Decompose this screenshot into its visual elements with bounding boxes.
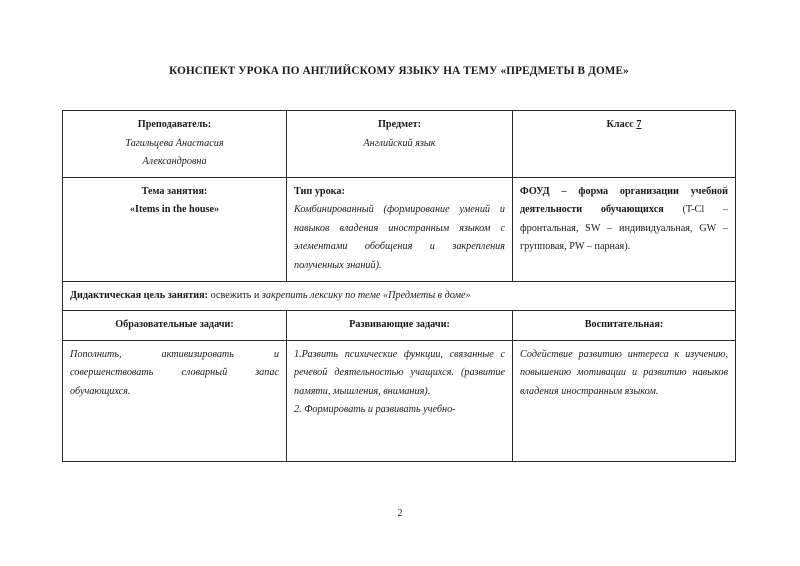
table-row-didactic-goal (63, 281, 736, 311)
cell-upbringing-tasks (513, 340, 736, 461)
teacher-label: Преподаватель: (137, 119, 212, 130)
table-row-task-content (63, 340, 736, 461)
page-title: КОНСПЕКТ УРОКА ПО АНГЛИЙСКОМУ ЯЗЫКУ НА ТЕМУ «ПРЕДМЕТЫ В ДОМЕ» (169, 65, 629, 77)
upbringing-task-text: Содействие развитию интереса к изучению, повышению мотивации и развитию навыков владения иностранным языком. (520, 348, 728, 397)
developmental-task-text-2: 2. Формировать и развивать учебно- (294, 404, 456, 416)
subject-value: Английский язык (363, 137, 436, 149)
table-row-task-headers (63, 311, 736, 341)
cell-didactic-goal (63, 281, 736, 311)
developmental-task-text-1: 1.Развить психические функции, связанные с речевой деятельностью учащихся. (развитие памяти, мышления, внимания). (294, 348, 505, 397)
didactic-goal-plain: освежить и (208, 289, 262, 301)
grade-label: Класс (606, 119, 634, 130)
cell-educational-tasks (63, 340, 287, 461)
cell-foud (513, 177, 736, 281)
header-developmental-tasks: Развивающие задачи: (287, 311, 513, 341)
grade-line (520, 116, 728, 135)
page-number: 2 (397, 508, 403, 519)
cell-subject (287, 111, 513, 178)
didactic-goal-label: Дидактическая цель занятия: (70, 289, 209, 301)
cell-teacher (63, 111, 287, 178)
table-row-topic-type (63, 177, 736, 281)
foud-label: ФОУД – форма организации учебной деятельности обучающихся (520, 185, 728, 216)
cell-developmental-tasks (287, 340, 513, 461)
header-educational-tasks: Образовательные задачи: (63, 311, 287, 341)
table-row-header-info (63, 111, 736, 178)
subject-label: Предмет: (378, 119, 421, 130)
cell-grade (513, 111, 736, 178)
lesson-type-label: Тип урока: (294, 185, 345, 197)
didactic-goal-italic: закрепить лексику по теме «Предметы в доме» (261, 289, 471, 301)
topic-label: Тема занятия: (141, 185, 208, 197)
topic-value: «Items in the house» (129, 204, 220, 216)
teacher-name-line-1: Тагильцева Анастасия (125, 137, 224, 149)
foud-value: (T-Cl – фронтальная, SW – индивидуальная, GW – групповая, PW – парная). (520, 204, 728, 253)
lesson-plan-table (62, 110, 736, 462)
cell-topic (63, 177, 287, 281)
header-upbringing-tasks: Воспитательная: (513, 311, 736, 341)
lesson-type-value: Комбинированный (формирование умений и навыков владения иностранным языком с элементами обобщения и закрепления полученных знаний). (294, 204, 505, 271)
teacher-name-line-2: Александровна (142, 156, 207, 168)
educational-task-text: Пополнить, активизировать и совершенствовать словарный запас обучающихся. (70, 348, 279, 397)
grade-value: 7 (636, 119, 642, 130)
cell-lesson-type (287, 177, 513, 281)
